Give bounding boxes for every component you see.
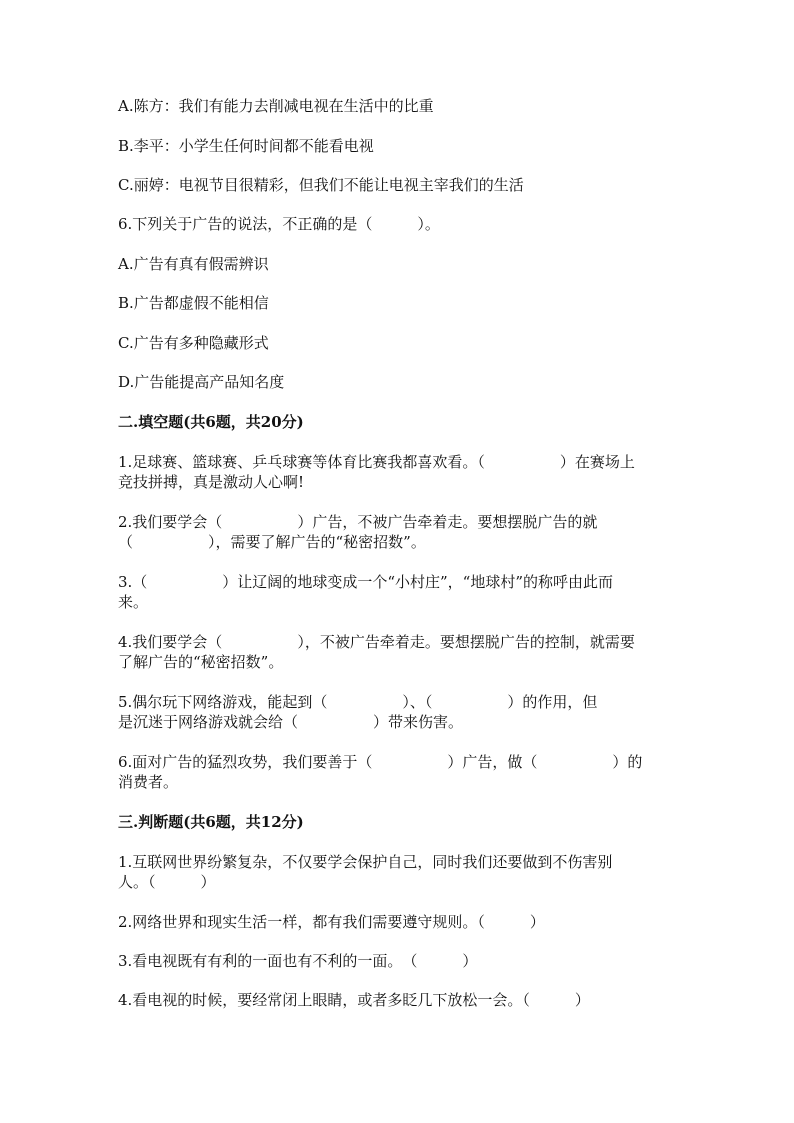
fill-blank-5-line-1: 5.偶尔玩下网络游戏，能起到（ ）、（ ）的作用，但: [118, 693, 598, 711]
fill-blank-2-line-2: （ ），需要了解广告的“秘密招数”。: [118, 533, 426, 551]
true-false-2: 2.网络世界和现实生活一样，都有我们需要遵守规则。（ ）: [118, 913, 545, 931]
true-false-4: 4.看电视的时候，要经常闭上眼睛，或者多眨几下放松一会。（ ）: [118, 991, 590, 1009]
q6-option-a: A.广告有真有假需辨识: [118, 255, 269, 273]
fill-blank-3-line-2: 来。: [118, 593, 149, 611]
fill-blank-5-line-2: 是沉迷于网络游戏就会给（ ）带来伤害。: [118, 713, 464, 731]
q5-option-a: A.陈方：我们有能力去削减电视在生活中的比重: [118, 97, 434, 115]
q6-option-c: C.广告有多种隐藏形式: [118, 334, 269, 352]
fill-blank-1-line-1: 1.足球赛、篮球赛、乒乓球赛等体育比赛我都喜欢看。（ ）在赛场上: [118, 453, 635, 471]
fill-blank-4-line-1: 4.我们要学会（ ），不被广告牵着走。要想摆脱广告的控制，就需要: [118, 633, 635, 651]
fill-blank-4-line-2: 了解广告的“秘密招数”。: [118, 653, 284, 671]
q5-option-c: C.丽婷：电视节目很精彩，但我们不能让电视主宰我们的生活: [118, 176, 524, 194]
true-false-1-line-2: 人。（ ）: [118, 873, 216, 891]
fill-blank-3-line-1: 3.（ ）让辽阔的地球变成一个“小村庄”，“地球村”的称呼由此而: [118, 573, 613, 591]
fill-blank-1-line-2: 竞技拼搏，真是激动人心啊!: [118, 473, 305, 491]
q6-option-d: D.广告能提高产品知名度: [118, 373, 285, 391]
q6-option-b: B.广告都虚假不能相信: [118, 294, 269, 312]
fill-blank-6-line-2: 消费者。: [118, 773, 179, 791]
fill-blank-6-line-1: 6.面对广告的猛烈攻势，我们要善于（ ）广告，做（ ）的: [118, 753, 643, 771]
section-heading-true-false: 三.判断题(共6题，共12分): [118, 813, 304, 831]
fill-blank-2-line-1: 2.我们要学会（ ）广告，不被广告牵着走。要想摆脱广告的就: [118, 513, 598, 531]
true-false-3: 3.看电视既有有利的一面也有不利的一面。 （ ）: [118, 952, 478, 970]
true-false-1-line-1: 1.互联网世界纷繁复杂，不仅要学会保护自己，同时我们还要做到不伤害别: [118, 853, 613, 871]
section-heading-fill-blank: 二.填空题(共6题，共20分): [118, 413, 304, 431]
q6-stem: 6.下列关于广告的说法，不正确的是（ ）。: [118, 215, 440, 233]
q5-option-b: B.李平：小学生任何时间都不能看电视: [118, 137, 374, 155]
